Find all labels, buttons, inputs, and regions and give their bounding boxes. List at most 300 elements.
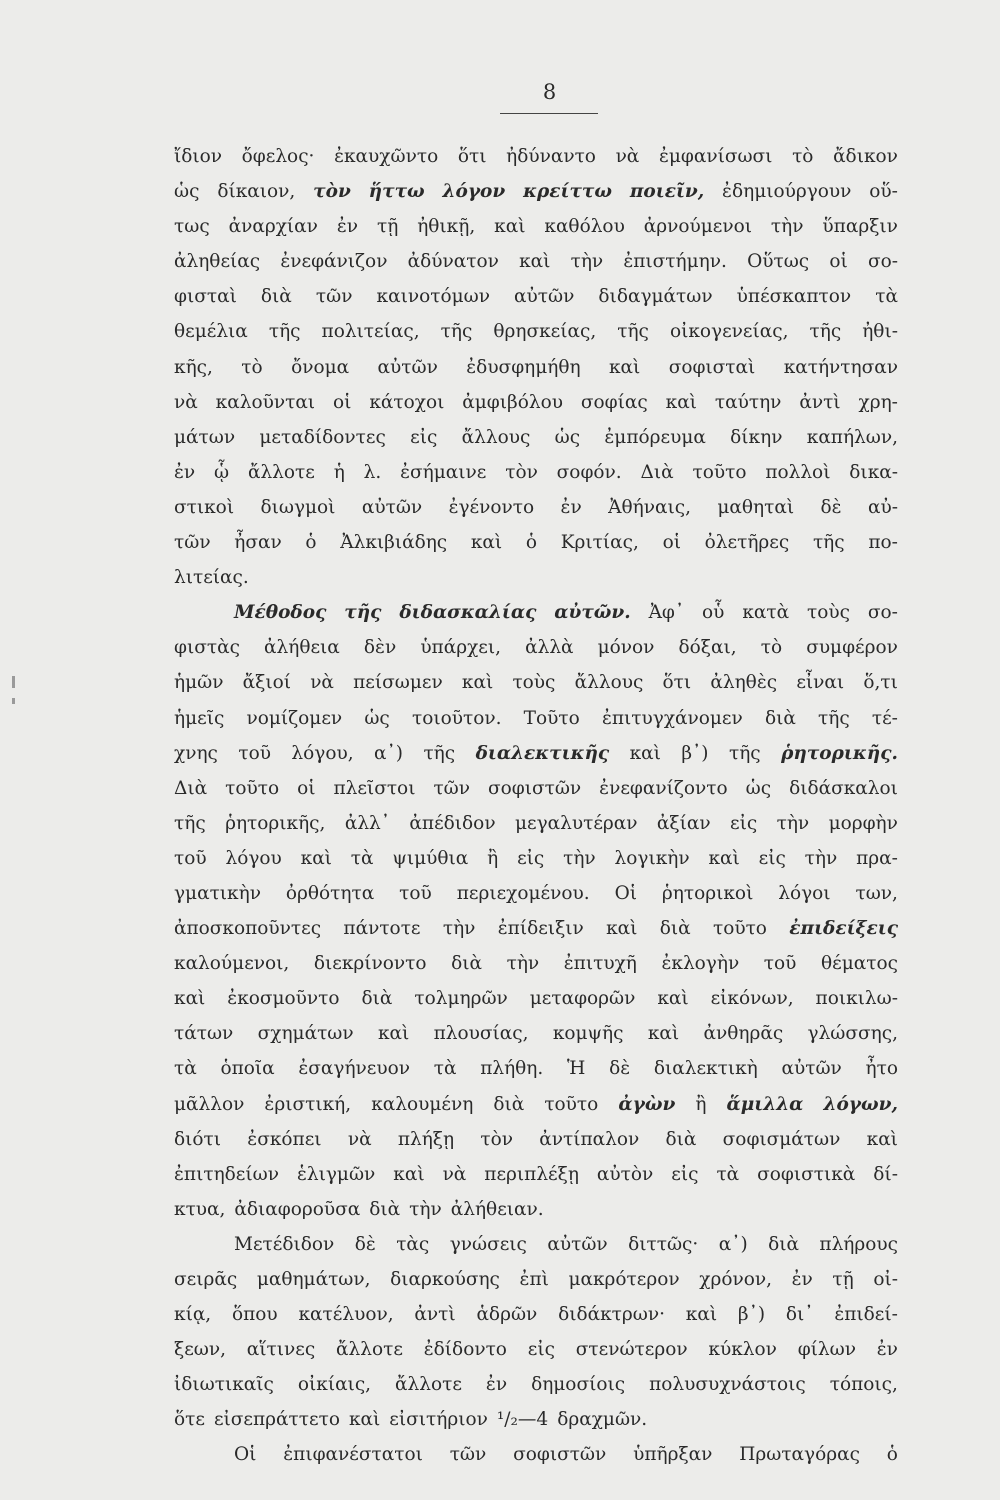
word: ἐπιδεί- (834, 1304, 898, 1326)
word: καὶ (461, 672, 494, 694)
word: ἐπίδειξιν (497, 918, 584, 940)
text-line (174, 665, 898, 700)
word: εἰς (671, 1163, 699, 1185)
word: λόγον (442, 181, 506, 203)
word: δημοσίοις (531, 1374, 626, 1396)
word: τὴν (506, 953, 540, 975)
word: ἠθι- (862, 321, 898, 343)
word: κατὰ (742, 602, 790, 624)
word: καὶ (685, 1304, 718, 1326)
word: θέματος (820, 953, 898, 975)
word: καὶ (708, 847, 740, 869)
word: ὁ (886, 1444, 898, 1466)
word: Οἱ (234, 1444, 257, 1466)
word: τὸ (792, 146, 814, 167)
word: πολλοὶ (765, 461, 831, 483)
word: τοὺς (512, 672, 556, 694)
word: σοφιστῶν (488, 777, 582, 799)
word: Ἀφ᾽ (648, 602, 685, 624)
text-line (174, 911, 898, 946)
word: ἀλλ᾽ (344, 812, 391, 834)
text-line (174, 841, 898, 876)
word: πολυσυχνάστοις (649, 1374, 806, 1396)
word: ὁποῖα (220, 1058, 275, 1080)
word: οἰ- (873, 1269, 898, 1290)
word: καὶ (665, 391, 697, 413)
word: ἄλλοτε (336, 1339, 403, 1361)
word: ψιμύθια (392, 847, 469, 869)
word: ἐπιτηδείων (174, 1163, 279, 1185)
word: γλώσσης, (807, 1023, 898, 1045)
word: ἀντὶ (414, 1304, 456, 1326)
word: αὐτῶν (514, 286, 575, 308)
text-line (174, 1016, 898, 1051)
text-line (174, 525, 898, 560)
word: ἐν (485, 1374, 508, 1396)
word: αἵτινες (246, 1339, 316, 1361)
text-line (174, 771, 898, 806)
word: ἀντὶ (799, 391, 841, 413)
word: τὰ (350, 847, 374, 869)
text-line (174, 1332, 898, 1367)
word: καὶ (629, 742, 661, 764)
word: θεμέλια (174, 321, 248, 343)
word: διὰ (493, 1093, 525, 1115)
text-line (174, 244, 898, 279)
text-line (174, 1192, 898, 1227)
word: ὀλετῆρες (704, 532, 790, 554)
word: τὸ (241, 356, 263, 378)
word: λιτείας. (174, 567, 249, 589)
margin-mark (12, 676, 15, 688)
word: καλουμένη (371, 1093, 474, 1115)
word: οἱ (297, 777, 316, 799)
word: οἰκογενείας, (669, 321, 789, 343)
word: εἰκόνων, (710, 988, 794, 1010)
word: ἦσαν (234, 532, 282, 554)
word: φιστὰς (174, 637, 240, 659)
word: χνης (174, 742, 218, 764)
word: οἱ (333, 391, 352, 413)
word: ἐδημιούργουν (722, 181, 852, 203)
text-line (174, 209, 898, 244)
word: ἀντίπαλον (539, 1128, 640, 1150)
word: ὄνομα (291, 356, 350, 378)
word: καὶ (300, 847, 332, 869)
word: περιεχομένου. (456, 882, 590, 904)
word: ἐγένοντο (448, 496, 535, 518)
word: ἀναρχίαν (228, 216, 318, 238)
word: ἐμπόρευμα (604, 426, 706, 448)
word: καινοτόμων (376, 286, 490, 308)
word: τως (174, 216, 210, 238)
word: στικοὶ (174, 496, 235, 518)
word: ὑπέσκαπτον (736, 286, 852, 308)
word: εἰς (527, 1339, 555, 1361)
text-line (174, 174, 898, 209)
word: κτυα, (174, 1198, 226, 1220)
word: καλοῦνται (215, 391, 316, 413)
word: ἑλιγμῶν (296, 1163, 376, 1185)
word: τοιοῦτον. (411, 707, 502, 729)
word: αὐ- (868, 496, 898, 518)
word: κίᾳ, (174, 1304, 212, 1326)
word: τοῦ (238, 742, 271, 764)
word: ἠδύναντο (506, 146, 596, 167)
word: ἐπιτυχῆ (563, 953, 637, 975)
word: τοῦτο (544, 1093, 599, 1115)
word: καὶ (519, 251, 551, 273)
word: τοῦ (399, 882, 432, 904)
word: ἴδιον (174, 146, 223, 167)
word: σοφιστῶν (513, 1444, 607, 1466)
text-line (174, 139, 898, 174)
word: ὕπαρξιν (822, 216, 898, 238)
word: ἡμῶν (174, 672, 224, 694)
word: ἐδυσφημήθη (466, 356, 581, 378)
word: ἐριστική, (264, 1093, 352, 1115)
word: ἀδύνατον (407, 251, 499, 273)
word: ἐσήμαινε (400, 461, 487, 483)
word: ἀποσκοποῦντες (174, 918, 322, 940)
text-line (174, 630, 898, 665)
word: διαλεκτικὴ (653, 1058, 758, 1080)
word: τῆς (818, 707, 850, 729)
word: δικα- (849, 461, 898, 483)
word: νομίζομεν (246, 707, 343, 729)
word: ὑπάρχει, (420, 637, 502, 659)
text-line (174, 981, 898, 1016)
word: τὰ (174, 1058, 197, 1080)
word: ἐδίδοντο (423, 1339, 507, 1361)
word: δίκαιον, (217, 181, 296, 203)
word: δί- (873, 1163, 898, 1185)
word: ἁδρῶν (476, 1304, 538, 1326)
word: τὴν (442, 918, 476, 940)
word: ἥττω (368, 181, 425, 203)
word: τῆς (617, 321, 649, 343)
word: ὁ (305, 532, 317, 554)
word: τῇ (832, 1269, 854, 1290)
word: ὀρθότητα (285, 882, 375, 904)
word: σοφόν. (556, 461, 622, 483)
word: τὴν (776, 812, 810, 834)
word: οἰκίαις, (297, 1374, 372, 1396)
word: αὐτῶν (377, 356, 438, 378)
word: τῆς (268, 321, 301, 343)
word: γματικὴν (174, 882, 261, 904)
word: εἰσιτήριον (389, 1409, 488, 1431)
word: Κριτίας, (560, 532, 639, 554)
word: οἱ (829, 251, 848, 273)
word: ἐπὶ (519, 1269, 549, 1290)
word: ἐν (174, 461, 196, 483)
word: ὅ,τι (863, 672, 898, 694)
word: λόγου, (291, 742, 354, 764)
word: ἐπιδείξεις (789, 918, 898, 940)
body-text (174, 139, 898, 1473)
word: σο- (867, 251, 898, 273)
word: πλήρους (819, 1233, 898, 1255)
word: τὸν (313, 181, 351, 203)
word: ἐσκόπει (247, 1128, 322, 1150)
word: αὐτῶν (361, 496, 423, 518)
word: εἰς (730, 812, 758, 834)
text-line (174, 385, 898, 420)
word: καὶ (494, 216, 526, 238)
text-line (174, 1122, 898, 1157)
word: διωγμοὶ (260, 496, 336, 518)
text-line (174, 595, 898, 630)
word: μακρότερον (568, 1269, 680, 1290)
word: Ἀλκιβιάδης (340, 532, 448, 554)
word: α᾽) (718, 1233, 748, 1255)
word: κῆς, (174, 356, 213, 378)
word: ἀλλὰ (525, 637, 574, 659)
word: ἀλήθεια (264, 637, 340, 659)
word: τῆς (728, 742, 761, 764)
word: τοῦ (763, 953, 797, 975)
word: ξεων, (174, 1339, 226, 1361)
word: πλεῖστοι (333, 777, 416, 799)
text-line (174, 560, 898, 595)
word: τοῦ (174, 847, 207, 869)
text-line (174, 806, 898, 841)
word: ὅπου (232, 1304, 278, 1326)
word: ὅτι (662, 672, 692, 694)
word: ἐκλογὴν (661, 953, 740, 975)
word: ἀνθηρᾶς (703, 1023, 784, 1045)
word: τῆς (344, 602, 382, 624)
word: γνώσεις (449, 1233, 527, 1255)
text-line (174, 490, 898, 525)
word: καὶ (866, 1128, 898, 1150)
word: ἀξίαν (656, 812, 711, 834)
text-line (174, 736, 898, 771)
word: τοῦτο (712, 918, 767, 940)
word: λόγοι (778, 882, 831, 904)
text-line (174, 1262, 898, 1297)
word: τὴν (770, 216, 804, 238)
word: ἰδιωτικαῖς (174, 1374, 274, 1396)
word: τῆς (440, 321, 473, 343)
word: τῇ (376, 216, 399, 238)
word: νὰ (442, 1163, 467, 1185)
word: ἄλλους (461, 426, 531, 448)
word: πρα- (856, 847, 898, 869)
word: διὰ (764, 707, 796, 729)
word: καλούμενοι, (174, 953, 290, 975)
word: ἡ (333, 461, 345, 483)
word: τὰ (433, 1058, 457, 1080)
word: δὲ (354, 1233, 376, 1255)
word: τολμηρῶν (414, 988, 508, 1010)
word: αὐτῶν (547, 1233, 608, 1255)
text-line (174, 350, 898, 385)
word: τοὺς (807, 602, 850, 624)
word: θρησκείας, (493, 321, 597, 343)
word: ὅτι (457, 146, 487, 167)
text-line (174, 1437, 898, 1472)
word: δόξαι, (678, 637, 737, 659)
word: α᾽) (374, 742, 403, 764)
word: τοῦτο (692, 461, 747, 483)
word: λ. (363, 461, 382, 483)
word: διαρκούσης (390, 1269, 500, 1290)
word: ἐν (560, 496, 582, 518)
word: ἐν (336, 216, 359, 238)
text-line (174, 314, 898, 349)
word: μεγαλυτέραν (514, 812, 638, 834)
text-line (174, 279, 898, 314)
word: αὐτῶν (781, 1058, 842, 1080)
word: πείσωμεν (353, 672, 443, 694)
margin-mark (12, 698, 15, 704)
word: διὰ (659, 918, 691, 940)
word: τῶν (174, 532, 211, 554)
word: νὰ (615, 146, 640, 167)
word: στενώτερον (575, 1339, 688, 1361)
word: ἀλήθειαν. (450, 1198, 544, 1220)
word: ἀμφιβόλου (462, 391, 563, 413)
word: νὰ (310, 672, 334, 694)
word: λογικὴν (614, 847, 690, 869)
word: τὴν (409, 1198, 442, 1220)
word: δὲ (820, 496, 842, 518)
word: καπήλων, (806, 426, 898, 448)
word: ῥητορικῆς. (781, 742, 898, 764)
word: τῆς (812, 532, 845, 554)
word: καὶ (377, 1023, 410, 1045)
text-line (174, 946, 898, 981)
word: κατέλυον, (298, 1304, 394, 1326)
word: ἄλλους (574, 672, 644, 694)
word: καὶ (657, 988, 689, 1010)
word: ὑπῆρξαν (633, 1444, 713, 1466)
word: τὰ (875, 286, 898, 308)
word: τὸν (480, 1128, 513, 1150)
word: ἐμφανίσωσι (658, 146, 773, 167)
word: ἄλλοτε (395, 1374, 462, 1396)
word: ἀδιαφοροῦσα (234, 1198, 361, 1220)
word: διὰ (361, 988, 393, 1010)
word: μᾶλλον (174, 1093, 245, 1115)
word: ποιεῖν, (629, 181, 705, 203)
word: Οὕτως (747, 251, 810, 273)
word: λόγων, (823, 1093, 898, 1115)
word: σο- (867, 602, 898, 624)
word: διδάκτρων· (558, 1304, 665, 1326)
word: ὅτε (174, 1409, 205, 1431)
word: ἀληθὲς (710, 672, 778, 694)
word: εἰς (410, 426, 438, 448)
word: πάντοτε (343, 918, 421, 940)
word: ἢ (487, 847, 499, 869)
word: ἅμιλλα (726, 1093, 804, 1115)
word: καθόλου (544, 216, 625, 238)
word: πο- (868, 532, 898, 554)
text-line (174, 1157, 898, 1192)
word: Διὰ (640, 461, 674, 483)
word: δι᾽ (785, 1304, 814, 1326)
word: τόποις, (829, 1374, 898, 1396)
word: καὶ (393, 1163, 425, 1185)
word: εἰς (517, 847, 545, 869)
word: δραχμῶν. (557, 1409, 648, 1431)
word: των, (855, 882, 898, 904)
word: ἀληθείας (174, 251, 261, 273)
text-line (174, 1227, 898, 1262)
text-line (174, 876, 898, 911)
word: ἐπιτυγχάνομεν (601, 707, 743, 729)
word: τὴν (570, 251, 604, 273)
text-line (174, 1051, 898, 1086)
word: καὶ (608, 356, 641, 378)
word: περιπλέξῃ (484, 1163, 579, 1185)
word: πλήξῃ (397, 1128, 455, 1150)
word: κύκλον (708, 1339, 777, 1361)
word: διττῶς· (628, 1233, 699, 1255)
word: τάτων (174, 1023, 234, 1045)
text-line (174, 420, 898, 455)
word: ὡς (554, 426, 581, 448)
word: συμφέρον (806, 637, 898, 659)
word: τοῦτο (225, 777, 280, 799)
word: διὰ (369, 1198, 401, 1220)
page-number: 8 (542, 80, 558, 104)
word: ἐν (791, 1269, 813, 1290)
word: νὰ (347, 1128, 372, 1150)
word: μεταδίδοντες (259, 426, 386, 448)
word: Ἡ (566, 1058, 586, 1080)
word: πλουσίας, (433, 1023, 529, 1045)
word: Πρωταγόρας (739, 1444, 860, 1466)
word: ἐπιφανέστατοι (283, 1444, 423, 1466)
word: αὐτὸν (596, 1163, 654, 1185)
word: τῆς (809, 321, 842, 343)
word: εἰσεπράττετο (213, 1409, 340, 1431)
text-line (174, 455, 898, 490)
word: εἶναι (796, 672, 845, 694)
word: σοφιστικὰ (757, 1163, 856, 1185)
word: διδασκαλίας (399, 602, 537, 624)
word: σοφίας (580, 391, 648, 413)
word: καὶ (606, 918, 638, 940)
word: χρη- (858, 391, 898, 413)
word: ἐνεφάνιζον (280, 251, 388, 273)
word: Οἱ (614, 882, 637, 904)
word: διὰ (665, 1128, 697, 1150)
word: Ἀθήναις, (608, 496, 691, 518)
word: σοφισταὶ (668, 356, 756, 378)
word: διὰ (451, 953, 483, 975)
text-line (174, 1297, 898, 1332)
word: ὄφελος· (241, 146, 315, 167)
word: χρόνον, (699, 1269, 772, 1290)
word: καὶ (348, 1409, 381, 1431)
word: καὶ (174, 988, 206, 1010)
word: δίκην (730, 426, 783, 448)
word: αὐτῶν. (554, 602, 631, 624)
text-line (174, 701, 898, 736)
word: Διὰ (174, 777, 208, 799)
word: τέ- (871, 707, 898, 729)
word: ἢ (695, 1093, 707, 1115)
text-line (174, 1087, 898, 1122)
word: κάτοχοι (369, 391, 445, 413)
word: ἄδικον (833, 146, 898, 167)
word: ἐνεφανίζοντο (599, 777, 728, 799)
